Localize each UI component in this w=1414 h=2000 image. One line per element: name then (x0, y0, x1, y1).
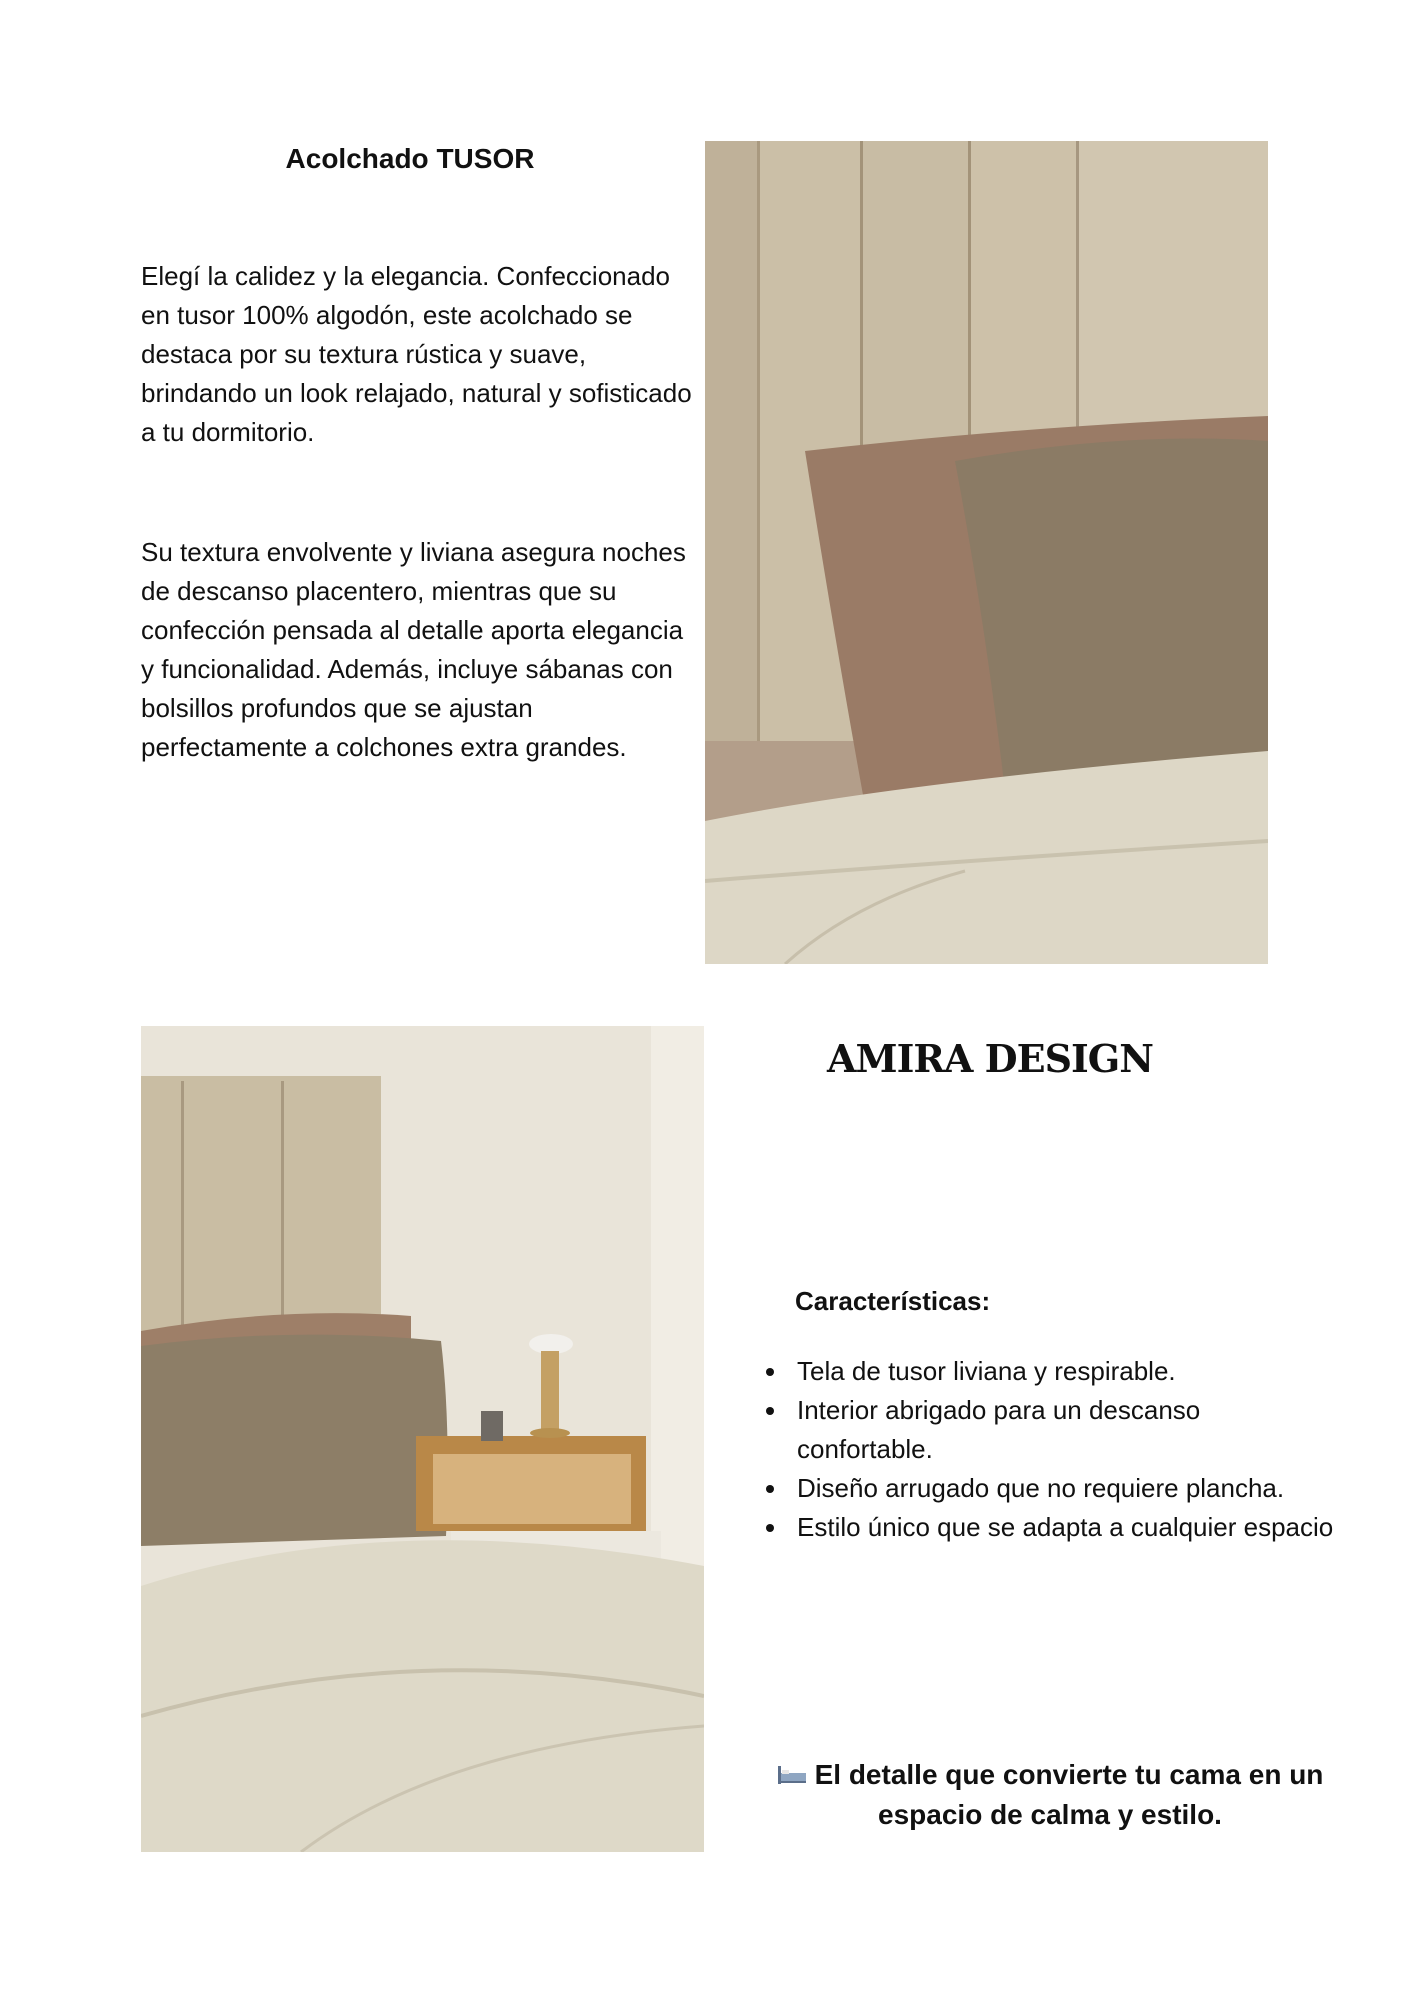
brand-name: AMIRA DESIGN (827, 1036, 1153, 1081)
product-photo-headboard-pillows (705, 141, 1268, 964)
features-heading: Características: (795, 1286, 991, 1316)
description-paragraph-2: Su textura envolvente y liviana asegura noches de descanso placentero, mientras que su confección pensada al detalle aporta elegancia y funcionalidad. Además, incluye sábanas con bolsillos profundos que se ajustan perfectamente a colchones extra grandes. (141, 537, 686, 762)
feature-item: Estilo único que se adapta a cualquier espacio (766, 1508, 1336, 1547)
features-list (766, 1352, 1336, 1547)
feature-item: Diseño arrugado que no requiere plancha. (766, 1469, 1336, 1508)
description-paragraph-1: Elegí la calidez y la elegancia. Confeccionado en tusor 100% algodón, este acolchado se destaca por su textura rústica y suave, brindando un look relajado, natural y sofisticado a tu dormitorio. (141, 261, 692, 447)
tagline-text: El detalle que convierte tu cama en un espacio de calma y estilo. (814, 1759, 1324, 1830)
product-photo-bedroom (141, 1026, 704, 1852)
bed-icon (777, 1764, 807, 1786)
feature-item: Interior abrigado para un descanso confortable. (766, 1391, 1336, 1469)
tagline (770, 1755, 1330, 1835)
product-title: Acolchado TUSOR (285, 143, 535, 174)
feature-item: Tela de tusor liviana y respirable. (766, 1352, 1336, 1391)
